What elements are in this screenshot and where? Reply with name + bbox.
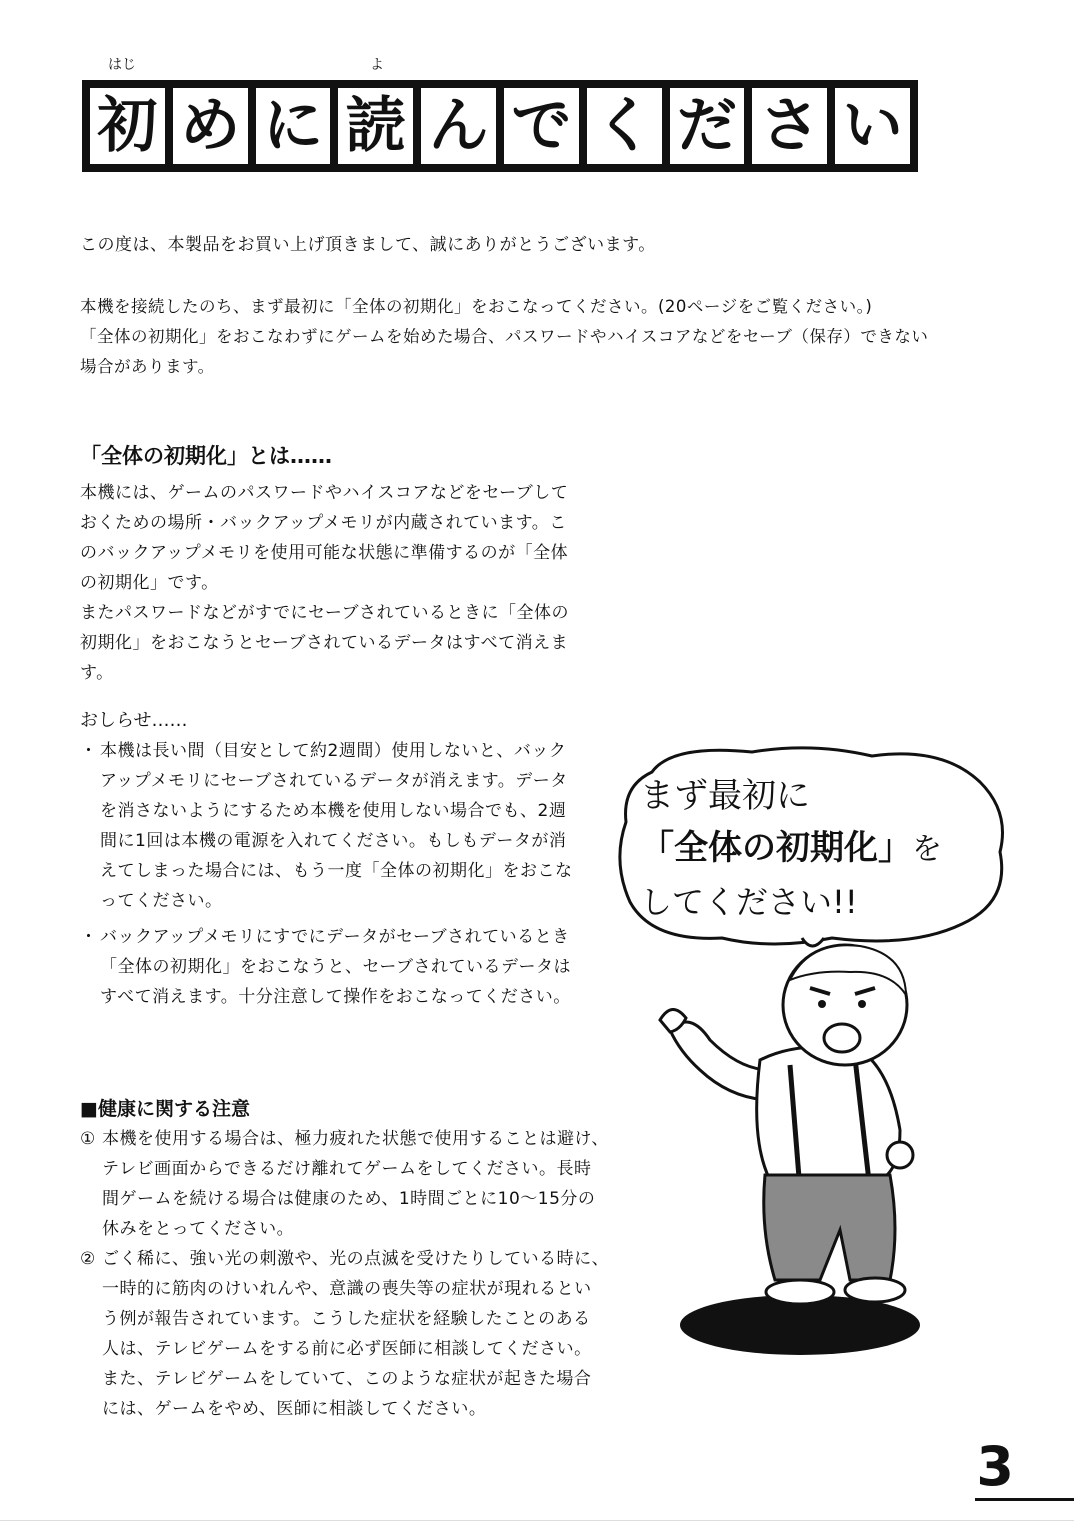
- bubble-line-1: まず最初に: [640, 776, 810, 816]
- bubble-line-2: [640, 822, 1000, 876]
- page-number: 3: [976, 1435, 1014, 1498]
- body-line: 間に1回は本機の電源を入れてください。もしもデータが消: [100, 831, 567, 851]
- title-ruby-yo: よ: [370, 57, 384, 73]
- notice-bullet-1: [80, 736, 590, 916]
- item-number: ①: [80, 1129, 96, 1149]
- body-line: 本機を使用する場合は、極力疲れた状態で使用することは避け、: [102, 1129, 609, 1149]
- body-line: アップメモリにセーブされているデータが消えます。データ: [100, 771, 568, 791]
- bullet-mark: ・: [80, 741, 98, 761]
- intro-line: 「全体の初期化」をおこなわずにゲームを始めた場合、パスワードやハイスコアなどをセーブ（保存）できない: [80, 327, 929, 346]
- scan-edge: [0, 1520, 1074, 1521]
- section-init-body: [80, 478, 600, 688]
- boy-mascot-illustration: [650, 940, 950, 1360]
- section-notice-body: [80, 736, 590, 1012]
- title-char: で: [504, 88, 579, 164]
- body-line: 本機には、ゲームのパスワードやハイスコアなどをセーブして: [80, 483, 569, 503]
- title-ruby: [82, 54, 922, 74]
- body-line: ってください。: [100, 891, 223, 911]
- health-item-2: [80, 1244, 625, 1424]
- body-line: 本機は長い間（目安として約2週間）使用しないと、バック: [100, 741, 567, 761]
- body-line: 「全体の初期化」をおこなうと、セーブされているデータは: [100, 957, 571, 977]
- body-line: えてしまった場合には、もう一度「全体の初期化」をおこな: [100, 861, 573, 881]
- body-line: テレビ画面からできるだけ離れてゲームをしてください。長時: [102, 1159, 592, 1179]
- body-line: 初期化」をおこなうとセーブされているデータはすべて消えます。: [80, 633, 569, 683]
- body-line: またパスワードなどがすでにセーブされているときに「全体の: [80, 603, 569, 623]
- body-line: には、ゲームをやめ、医師に相談してください。: [102, 1399, 487, 1419]
- body-line: の初期化」です。: [80, 573, 219, 593]
- body-line: 休みをとってください。: [102, 1219, 295, 1239]
- page-title: [82, 80, 918, 172]
- body-line: ごく稀に、強い光の刺激や、光の点滅を受けたりしている時に、: [102, 1249, 610, 1269]
- notice-bullet-2: [80, 922, 590, 1012]
- body-line: のバックアップメモリを使用可能な状態に準備するのが「全体: [80, 543, 569, 563]
- title-char: め: [173, 88, 248, 164]
- body-line: 人は、テレビゲームをする前に必ず医師に相談してください。: [102, 1339, 592, 1359]
- body-line: すべて消えます。十分注意して操作をおこなってください。: [100, 987, 571, 1007]
- title-char: 初: [90, 88, 165, 164]
- body-line: 間ゲームを続ける場合は健康のため、1時間ごとに10〜15分の: [102, 1189, 596, 1209]
- bubble-line-3: してください!!: [640, 883, 858, 921]
- title-char: ん: [421, 88, 496, 164]
- intro-line: 本機を接続したのち、まず最初に「全体の初期化」をおこなってください。(20ページをご覧ください。): [80, 297, 873, 316]
- item-number: ②: [80, 1249, 96, 1269]
- title-char: さ: [752, 88, 827, 164]
- title-char: く: [587, 88, 662, 164]
- title-char: だ: [670, 88, 745, 164]
- body-line: 一時的に筋肉のけいれんや、意識の喪失等の症状が現れるとい: [102, 1279, 592, 1299]
- intro-body: [80, 292, 1000, 382]
- title-char: 読: [338, 88, 413, 164]
- body-line: おくための場所・バックアップメモリが内蔵されています。こ: [80, 513, 567, 533]
- section-heading-init: 「全体の初期化」とは……: [80, 444, 332, 468]
- section-heading-notice: おしらせ……: [80, 710, 188, 731]
- bullet-mark: ・: [80, 927, 98, 947]
- intro-line: 場合があります。: [80, 357, 215, 376]
- health-item-1: [80, 1124, 625, 1244]
- title-char: に: [256, 88, 331, 164]
- intro-line: この度は、本製品をお買い上げ頂きまして、誠にありがとうございます。: [80, 235, 656, 255]
- bubble-text: [640, 770, 1000, 928]
- body-line: また、テレビゲームをしていて、このような症状が起きた場合: [102, 1369, 592, 1389]
- page-number-rule: [975, 1498, 1074, 1501]
- bubble-emphasis: 「全体の初期化」: [640, 828, 912, 868]
- body-line: を消さないようにするため本機を使用しない場合でも、2週: [100, 801, 567, 821]
- title-char: い: [835, 88, 910, 164]
- body-line: う例が報告されています。こうした症状を経験したことのある: [102, 1309, 591, 1329]
- intro-thanks: [80, 230, 980, 260]
- body-line: バックアップメモリにすでにデータがセーブされているとき: [100, 927, 570, 947]
- bubble-particle: を: [912, 832, 942, 867]
- section-heading-health: ■健康に関する注意: [80, 1098, 250, 1120]
- title-ruby-hajime: はじ: [108, 57, 136, 73]
- section-health-body: [80, 1124, 625, 1424]
